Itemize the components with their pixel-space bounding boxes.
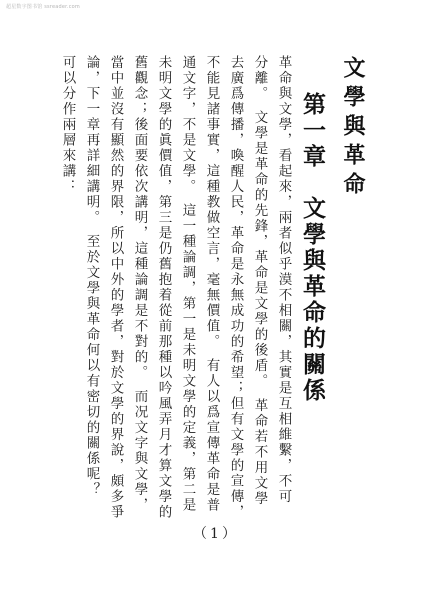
body-line: 可以分作兩層來講：	[59, 55, 76, 195]
body-line: 論，下一章再詳細講明。 至於文學與革命何以有密切的關係呢？	[83, 55, 100, 498]
body-line: 革命與文學，看起來，兩者似乎漠不相關，其實是互相維繫，不可	[275, 55, 292, 505]
watermark: 超星数字图书馆 ssreader.com	[6, 4, 81, 10]
page-number: （1）	[193, 526, 239, 542]
body-line: 當中並沒有顯然的界限，所以中外的學者，對於文學的界說，頗多爭	[107, 55, 124, 520]
book-title: 文學與革命	[340, 56, 366, 201]
body-line: 通文字，不是文學。 這一種論調，第一是未明文學的定義，第二是	[179, 55, 196, 514]
chapter-heading: 第一章 文學與革命的關係	[299, 92, 326, 404]
body-line: 去廣爲傳播，喚醒人民，革命是永無成功的希望；但有文學的宣傳，	[227, 55, 244, 520]
body-line: 未明文學的眞價值，第三是仍舊抱着從前那種以吟風弄月才算文學的	[155, 55, 172, 520]
body-line: 舊觀念；後面要依次講明，這種論調是不對的。 而况文字與文學，	[131, 55, 148, 514]
body-line: 分離。 文學是革命的先鋒，革命是文學的後盾。 革命若不用文學	[251, 55, 268, 507]
body-line: 不能見諸事實，這種教做空言，毫無價值。 有人以爲宣傳革命是普	[203, 55, 220, 514]
